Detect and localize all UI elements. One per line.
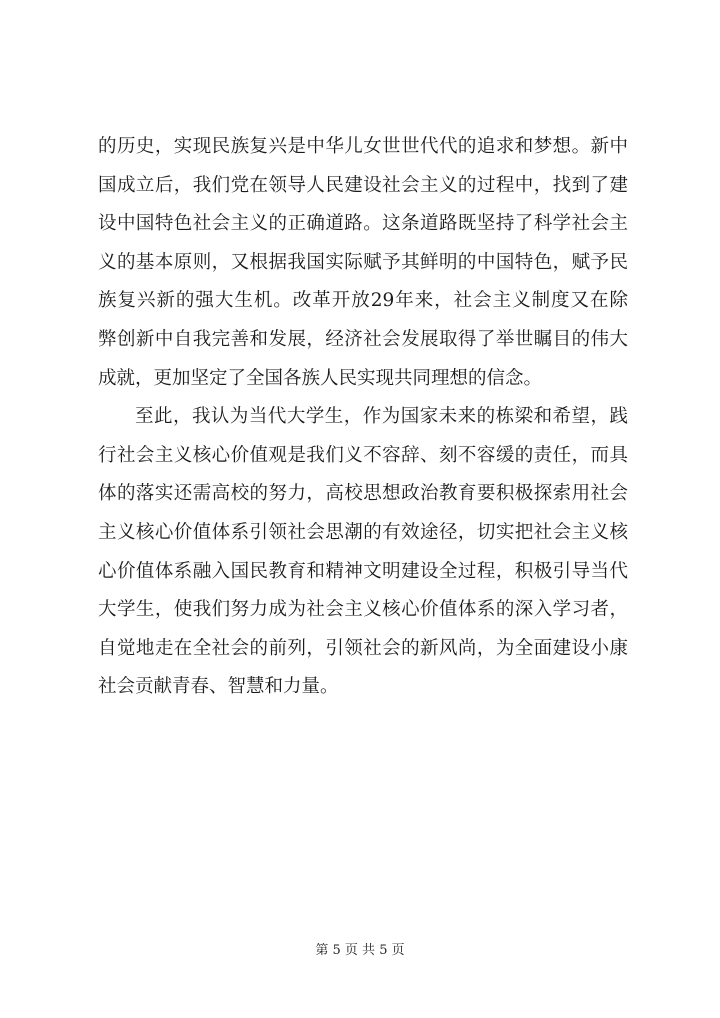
text-line: 至此，我认为当代大学生，作为国家未来的栋梁和希望，践 — [135, 406, 628, 428]
text-line: 设中国特色社会主义的正确道路。这条道路既坚持了科学社会主 — [98, 213, 628, 235]
text-line: 的历史，实现民族复兴是中华儿女世世代代的追求和梦想。新中 — [98, 136, 628, 157]
text-line: 行社会主义核心价值观是我们义不容辞、刻不容缓的责任，而具 — [98, 444, 628, 466]
text-line: 自觉地走在全社会的前列，引领社会的新风尚，为全面建设小康 — [98, 637, 628, 659]
text-line: 成就，更加坚定了全国各族人民实现共同理想的信念。 — [98, 367, 543, 389]
text-line: 义的基本原则，又根据我国实际赋予其鲜明的中国特色，赋予民 — [98, 251, 628, 273]
text-line: 族复兴新的强大生机。改革开放29年来，社会主义制度又在除 — [98, 290, 628, 312]
text-line: 心价值体系融入国民教育和精神文明建设全过程，积极引导当代 — [98, 560, 628, 582]
text-line: 大学生，使我们努力成为社会主义核心价值体系的深入学习者， — [98, 599, 628, 621]
text-line: 弊创新中自我完善和发展，经济社会发展取得了举世瞩目的伟大 — [98, 328, 628, 350]
paragraph-2 — [98, 398, 628, 707]
text-line: 体的落实还需高校的努力，高校思想政治教育要积极探索用社会 — [98, 483, 628, 505]
text-line: 国成立后，我们党在领导人民建设社会主义的过程中，找到了建 — [98, 174, 628, 196]
text-line: 社会贡献青春、智慧和力量。 — [98, 676, 339, 698]
text-line: 主义核心价值体系引领社会思潮的有效途径，切实把社会主义核 — [98, 521, 628, 543]
page-number-footer: 第 5 页 共 5 页 — [315, 943, 405, 958]
paragraph-1 — [98, 128, 628, 398]
document-body — [98, 128, 628, 707]
